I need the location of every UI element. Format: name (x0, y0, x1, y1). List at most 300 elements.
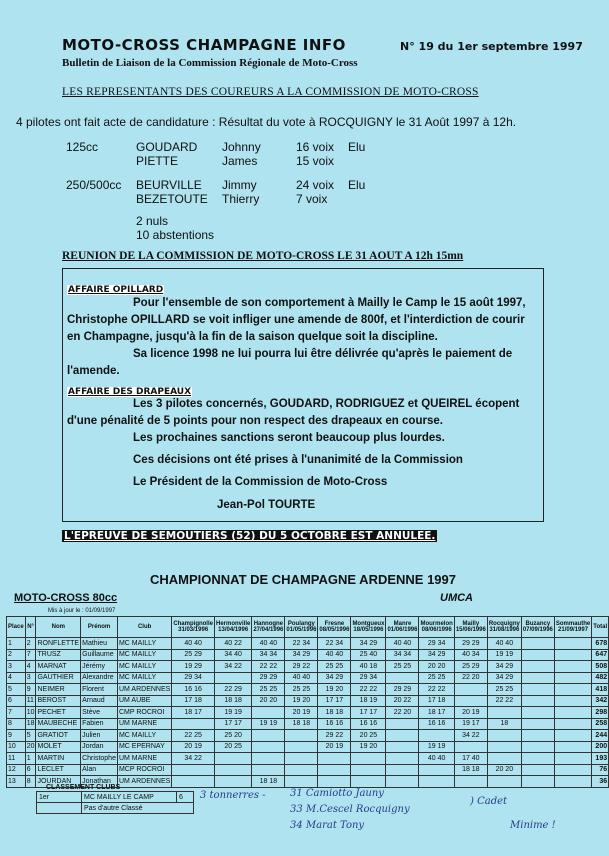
column-header: Buzancy 07/09/1996 (521, 617, 554, 638)
table-cell: 12 (7, 764, 26, 776)
umca-logo: UMCA (440, 592, 473, 604)
section-representatives-title: LES REPRESENTANTS DES COUREURS A LA COMMISSION DE MOTO-CROSS (62, 86, 479, 98)
table-cell: 34 29 (487, 661, 521, 673)
table-cell (454, 684, 487, 696)
table-cell (487, 753, 521, 765)
table-cell: 5 (25, 730, 36, 742)
table-cell: 1 (7, 638, 26, 650)
table-cell: 20 19 (318, 741, 351, 753)
table-cell: 647 (592, 649, 609, 661)
table-cell: MAUBECHE (36, 718, 81, 730)
column-date: 08/05/1996 (319, 627, 350, 633)
table-cell: 20 (25, 741, 36, 753)
column-header: Total (592, 617, 609, 638)
table-cell (285, 730, 318, 742)
championship-title: CHAMPIONNAT DE CHAMPAGNE ARDENNE 1997 (149, 572, 456, 587)
table-cell: Alexandre (81, 672, 118, 684)
table-cell: 4 (25, 661, 36, 673)
candidate-first: Johnny (222, 140, 261, 154)
table-cell (487, 776, 521, 788)
table-row (7, 638, 609, 650)
table-cell (521, 661, 554, 673)
table-cell: 20 25 (214, 741, 251, 753)
column-header: Manre 01/06/1996 (386, 617, 419, 638)
table-cell: Mathieu (81, 638, 118, 650)
candidate-first: James (222, 154, 258, 168)
table-cell: 22 29 (214, 684, 251, 696)
results-table (6, 616, 609, 788)
table-cell: 18 18 (285, 718, 318, 730)
table-cell: 244 (592, 730, 609, 742)
table-cell: 34 29 (351, 638, 386, 650)
table-cell: 18 17 (419, 707, 454, 719)
table-cell: 10 (7, 741, 26, 753)
table-cell: Fabien (81, 718, 118, 730)
table-cell (318, 753, 351, 765)
table-row (7, 741, 609, 753)
table-cell (521, 764, 554, 776)
table-cell (386, 718, 419, 730)
table-cell: 342 (592, 695, 609, 707)
table-cell: 34 29 (285, 649, 318, 661)
table-cell: 20 20 (419, 661, 454, 673)
affaire-drapeaux-warning: Les prochaines sanctions seront beaucoup plus lourdes. (133, 432, 445, 444)
table-cell: Jonathan (81, 776, 118, 788)
column-header: Prénom (81, 617, 118, 638)
table-cell: 18 19 (351, 695, 386, 707)
table-row (7, 672, 609, 684)
candidate-first: Thierry (222, 192, 260, 206)
candidate-status: Elu (348, 140, 366, 154)
table-cell: Arnaud (81, 695, 118, 707)
table-cell (521, 695, 554, 707)
table-cell: 20 25 (351, 730, 386, 742)
table-cell: 29 22 (318, 730, 351, 742)
table-row (7, 707, 609, 719)
table-cell (554, 672, 591, 684)
table-cell: 18 18 (454, 764, 487, 776)
column-date: 08/06/1996 (421, 627, 452, 633)
table-cell: Alan (81, 764, 118, 776)
table-cell (386, 753, 419, 765)
table-cell: 76 (592, 764, 609, 776)
table-cell: 17 18 (172, 695, 215, 707)
category-title: MOTO-CROSS 80cc (14, 592, 118, 604)
section-meeting-title: REUNION DE LA COMMISSION DE MOTO-CROSS LE 31 AOUT A 12h 15mn (62, 250, 464, 262)
decisions-unanimity: Ces décisions ont été prises à l'unanimité de la Commission (133, 454, 463, 466)
table-cell: 193 (592, 753, 609, 765)
candidate-name: BEZETOUTE (136, 192, 208, 206)
table-cell (285, 764, 318, 776)
table-cell (214, 753, 251, 765)
column-date: 01/05/1996 (286, 627, 317, 633)
table-cell: 17 17 (214, 718, 251, 730)
column-header: Sommauthe 21/09/1997 (554, 617, 591, 638)
table-cell: 19 20 (351, 741, 386, 753)
table-cell: 6 (25, 764, 36, 776)
column-date: 31/03/1996 (178, 627, 209, 633)
table-cell: 17 40 (454, 753, 487, 765)
table-cell: 29 29 (252, 672, 285, 684)
table-cell: 5 (7, 684, 26, 696)
table-cell (285, 753, 318, 765)
table-row (7, 661, 609, 673)
table-cell: Florent (81, 684, 118, 696)
table-cell (521, 741, 554, 753)
clubs-points: 6 (177, 792, 194, 803)
column-header: Poulangy 01/05/1996 (285, 617, 318, 638)
column-date: 31/08/1996 (489, 627, 520, 633)
table-cell: Jérémy (81, 661, 118, 673)
table-cell: 40 40 (419, 753, 454, 765)
table-cell: LECLET (36, 764, 81, 776)
table-cell (252, 764, 285, 776)
table-cell (252, 707, 285, 719)
table-cell: 34 29 (419, 649, 454, 661)
table-cell: 18 18 (214, 695, 251, 707)
table-cell: 20 19 (172, 741, 215, 753)
table-cell: 34 22 (454, 730, 487, 742)
table-cell: Jordan (81, 741, 118, 753)
table-cell: MARTIN (36, 753, 81, 765)
table-cell: 25 29 (172, 649, 215, 661)
clubs-name: MC MAILLY LE CAMP (82, 792, 177, 803)
table-cell: 20 19 (285, 707, 318, 719)
handwritten-note: 34 Marat Tony (290, 820, 365, 831)
table-cell: 18 (25, 718, 36, 730)
table-cell: 22 22 (419, 684, 454, 696)
table-cell: 40 40 (318, 649, 351, 661)
table-cell: 34 29 (318, 672, 351, 684)
table-cell (554, 741, 591, 753)
column-date: 01/06/1996 (387, 627, 418, 633)
column-header: Rocquigny 31/08/1996 (487, 617, 521, 638)
candidate-name: GOUDARD (136, 140, 198, 154)
affaire-drapeaux-text: Les 3 pilotes concernés, GOUDARD, RODRIGUEZ et QUEIREL écopent d'une pénalité de 5 points pour non respect des drapeaux en course. (67, 398, 520, 427)
clubs-title: CLASSEMENT CLUBS (46, 784, 121, 791)
table-cell (285, 741, 318, 753)
table-cell: 40 34 (454, 649, 487, 661)
table-cell (554, 776, 591, 788)
table-cell: 3 (7, 661, 26, 673)
table-cell: 22 22 (252, 661, 285, 673)
column-date: 27/04/1996 (253, 627, 284, 633)
table-row (7, 764, 609, 776)
table-cell: 29 34 (172, 672, 215, 684)
table-cell: 678 (592, 638, 609, 650)
table-cell: 508 (592, 661, 609, 673)
vote-abstentions: 10 abstentions (136, 228, 215, 242)
column-header: Nom (36, 617, 81, 638)
table-cell (419, 776, 454, 788)
table-cell: 34 22 (214, 661, 251, 673)
table-cell (554, 730, 591, 742)
table-row (7, 730, 609, 742)
table-cell (214, 672, 251, 684)
table-cell: 22 34 (285, 638, 318, 650)
column-date: 13/04/1996 (218, 627, 249, 633)
page-title: MOTO-CROSS CHAMPAGNE INFO (62, 36, 346, 54)
table-cell (386, 730, 419, 742)
table-cell (318, 776, 351, 788)
table-cell: 19 19 (487, 649, 521, 661)
table-cell: 3 (25, 672, 36, 684)
table-cell (172, 764, 215, 776)
table-cell (454, 776, 487, 788)
table-cell: 2 (25, 638, 36, 650)
table-cell: 16 16 (419, 718, 454, 730)
candidate-first: Jimmy (222, 178, 257, 192)
table-cell (521, 753, 554, 765)
table-cell: 17 17 (318, 695, 351, 707)
candidate-cat-250: 250/500cc (66, 178, 122, 192)
table-cell: 298 (592, 707, 609, 719)
table-cell: 22 22 (351, 684, 386, 696)
table-cell (351, 753, 386, 765)
table-header-row (7, 617, 609, 638)
table-cell (554, 649, 591, 661)
table-cell: JOURDAN (36, 776, 81, 788)
table-cell (419, 730, 454, 742)
president-label: Le Président de la Commission de Moto-Cross (133, 476, 388, 488)
column-header: N° (25, 617, 36, 638)
table-cell: MC MAILLY (117, 638, 171, 650)
table-cell (386, 741, 419, 753)
table-cell: 25 25 (386, 661, 419, 673)
table-cell: 11 (25, 695, 36, 707)
table-cell (521, 776, 554, 788)
table-cell: 29 34 (419, 638, 454, 650)
table-cell: 7 (25, 649, 36, 661)
table-cell: 9 (7, 730, 26, 742)
table-cell (214, 776, 251, 788)
table-cell: Christophe (81, 753, 118, 765)
table-cell (252, 730, 285, 742)
table-cell: 18 (487, 718, 521, 730)
table-cell (214, 764, 251, 776)
decisions-box (62, 268, 544, 522)
table-cell: 34 40 (214, 649, 251, 661)
table-cell (454, 741, 487, 753)
table-row (7, 718, 609, 730)
table-cell: 10 (25, 707, 36, 719)
issue-number: N° 19 du 1er septembre 1997 (400, 40, 583, 53)
table-cell: 20 19 (454, 707, 487, 719)
table-row (7, 684, 609, 696)
table-cell: 20 20 (487, 764, 521, 776)
table-cell: 22 22 (487, 695, 521, 707)
table-cell: 19 17 (454, 718, 487, 730)
table-cell (386, 776, 419, 788)
candidate-votes: 24 voix (296, 178, 335, 192)
vote-nuls: 2 nuls (136, 214, 169, 228)
table-cell (554, 661, 591, 673)
column-header: Fresne 08/05/1996 (318, 617, 351, 638)
table-cell: 25 25 (285, 684, 318, 696)
table-cell: 17 17 (351, 707, 386, 719)
table-cell: 25 40 (351, 649, 386, 661)
table-cell: 34 34 (252, 649, 285, 661)
table-cell: 6 (7, 695, 26, 707)
table-cell (521, 684, 554, 696)
table-cell: UM MARNE (117, 718, 171, 730)
handwritten-note: ) Cadet (470, 796, 508, 807)
candidate-name: BEURVILLE (136, 178, 202, 192)
handwritten-note: 33 M.Cescel Rocquigny (290, 804, 410, 815)
column-date: 15/06/1996 (455, 627, 486, 633)
column-header: Mourmelon 08/06/1996 (419, 617, 454, 638)
table-cell: 22 20 (454, 672, 487, 684)
affaire-opillard-licence: Sa licence 1998 ne lui pourra lui être délivrée qu'après le paiement de l'amende. (67, 348, 513, 377)
table-cell: 40 40 (285, 672, 318, 684)
table-cell (554, 695, 591, 707)
table-cell: 11 (7, 753, 26, 765)
table-cell (521, 672, 554, 684)
table-cell: Stève (81, 707, 118, 719)
table-cell (554, 718, 591, 730)
table-cell: 40 40 (252, 638, 285, 650)
candidate-name: PIETTE (136, 154, 179, 168)
column-date: 21/09/1997 (558, 627, 589, 633)
table-cell (172, 718, 215, 730)
table-cell: 40 40 (487, 638, 521, 650)
table-cell: 22 25 (172, 730, 215, 742)
candidate-status: Elu (348, 178, 366, 192)
table-cell: 418 (592, 684, 609, 696)
table-cell: 40 40 (172, 638, 215, 650)
table-cell: 19 19 (419, 741, 454, 753)
column-header: Club (117, 617, 171, 638)
table-cell (252, 741, 285, 753)
affaire-opillard-title: AFFAIRE OPILLARD (68, 285, 164, 295)
table-cell: 29 22 (285, 661, 318, 673)
table-cell: 19 19 (252, 718, 285, 730)
column-header: Montgueux 18/05/1996 (351, 617, 386, 638)
table-cell: 36 (592, 776, 609, 788)
table-cell: RONFLETTE (36, 638, 81, 650)
column-header: Champignolle 31/03/1996 (172, 617, 215, 638)
table-cell: 16 16 (351, 718, 386, 730)
table-cell: 13 (7, 776, 26, 788)
table-cell: 482 (592, 672, 609, 684)
table-cell (554, 684, 591, 696)
table-cell: 22 34 (318, 638, 351, 650)
table-row (7, 649, 609, 661)
table-cell (554, 638, 591, 650)
table-cell: 22 20 (386, 707, 419, 719)
table-cell: 18 18 (252, 776, 285, 788)
table-cell: 18 17 (172, 707, 215, 719)
table-row (7, 695, 609, 707)
candidate-votes: 7 voix (296, 192, 328, 206)
table-cell (318, 764, 351, 776)
table-cell: 4 (7, 672, 26, 684)
table-cell: 40 22 (214, 638, 251, 650)
table-cell: 17 18 (419, 695, 454, 707)
table-cell: NEIMER (36, 684, 81, 696)
candidate-votes: 15 voix (296, 154, 335, 168)
subtitle: Bulletin de Liaison de la Commission Régionale de Moto-Cross (62, 57, 358, 69)
table-cell (554, 707, 591, 719)
table-cell: 40 18 (351, 661, 386, 673)
handwritten-note: Minime ! (510, 820, 556, 831)
table-cell (285, 776, 318, 788)
table-row (7, 753, 609, 765)
table-cell: 40 40 (386, 638, 419, 650)
vote-intro: 4 pilotes ont fait acte de candidature : Résultat du vote à ROCQUIGNY le 31 Août 1997 à 12h. (16, 115, 517, 129)
table-cell: 20 22 (386, 695, 419, 707)
clubs-other: Pas d'autre Classé (82, 803, 194, 814)
table-cell (521, 718, 554, 730)
candidate-votes: 16 voix (296, 140, 335, 154)
table-cell: MC MAILLY (117, 649, 171, 661)
table-cell (554, 753, 591, 765)
clubs-rank: 1er (37, 792, 82, 803)
table-cell: 8 (25, 776, 36, 788)
table-cell (487, 741, 521, 753)
update-date: Mis à jour le : 01/09/1997 (48, 608, 116, 614)
table-cell: 25 25 (318, 661, 351, 673)
column-header: Hermonville 13/04/1996 (214, 617, 251, 638)
clubs-ranking (36, 784, 194, 814)
table-cell: BEROST (36, 695, 81, 707)
table-cell: MCP ROCROI (117, 764, 171, 776)
table-cell: 8 (7, 718, 26, 730)
table-cell: GRATIOT (36, 730, 81, 742)
table-cell: 16 16 (318, 718, 351, 730)
table-cell: 25 25 (252, 684, 285, 696)
table-cell: TRUSZ (36, 649, 81, 661)
table-cell: PECHET (36, 707, 81, 719)
column-header: Hannogne 27/04/1996 (252, 617, 285, 638)
table-cell: 1 (25, 753, 36, 765)
table-cell: 19 20 (285, 695, 318, 707)
table-cell: MC MAILLY (117, 730, 171, 742)
table-cell: 18 18 (318, 707, 351, 719)
table-cell (554, 764, 591, 776)
table-cell: 19 20 (318, 684, 351, 696)
table-cell: MC EPERNAY (117, 741, 171, 753)
table-cell: 29 29 (386, 684, 419, 696)
table-cell (351, 776, 386, 788)
president-name: Jean-Pol TOURTE (217, 499, 316, 511)
table-cell: 25 20 (214, 730, 251, 742)
table-cell: 29 29 (454, 638, 487, 650)
handwritten-note: 31 Camiotto Jauny (290, 788, 384, 799)
table-cell: 20 20 (252, 695, 285, 707)
table-cell: 34 29 (487, 672, 521, 684)
column-header: Mailly 15/06/1996 (454, 617, 487, 638)
table-cell: GAUTHIER (36, 672, 81, 684)
table-cell (521, 649, 554, 661)
table-cell (252, 753, 285, 765)
table-cell (351, 764, 386, 776)
column-date: 07/09/1996 (522, 627, 553, 633)
table-cell (454, 695, 487, 707)
table-cell: 19 29 (172, 661, 215, 673)
table-cell: CMP ROCROI (117, 707, 171, 719)
table-cell: Julien (81, 730, 118, 742)
column-date: 18/05/1996 (353, 627, 384, 633)
table-cell (521, 638, 554, 650)
table-cell: UM ARDENNES (117, 776, 171, 788)
table-cell (419, 764, 454, 776)
table-cell: MC MAILLY (117, 672, 171, 684)
table-cell: 9 (25, 684, 36, 696)
table-cell: 25 25 (487, 684, 521, 696)
table-cell: 19 19 (214, 707, 251, 719)
table-cell: UM MARNE (117, 753, 171, 765)
